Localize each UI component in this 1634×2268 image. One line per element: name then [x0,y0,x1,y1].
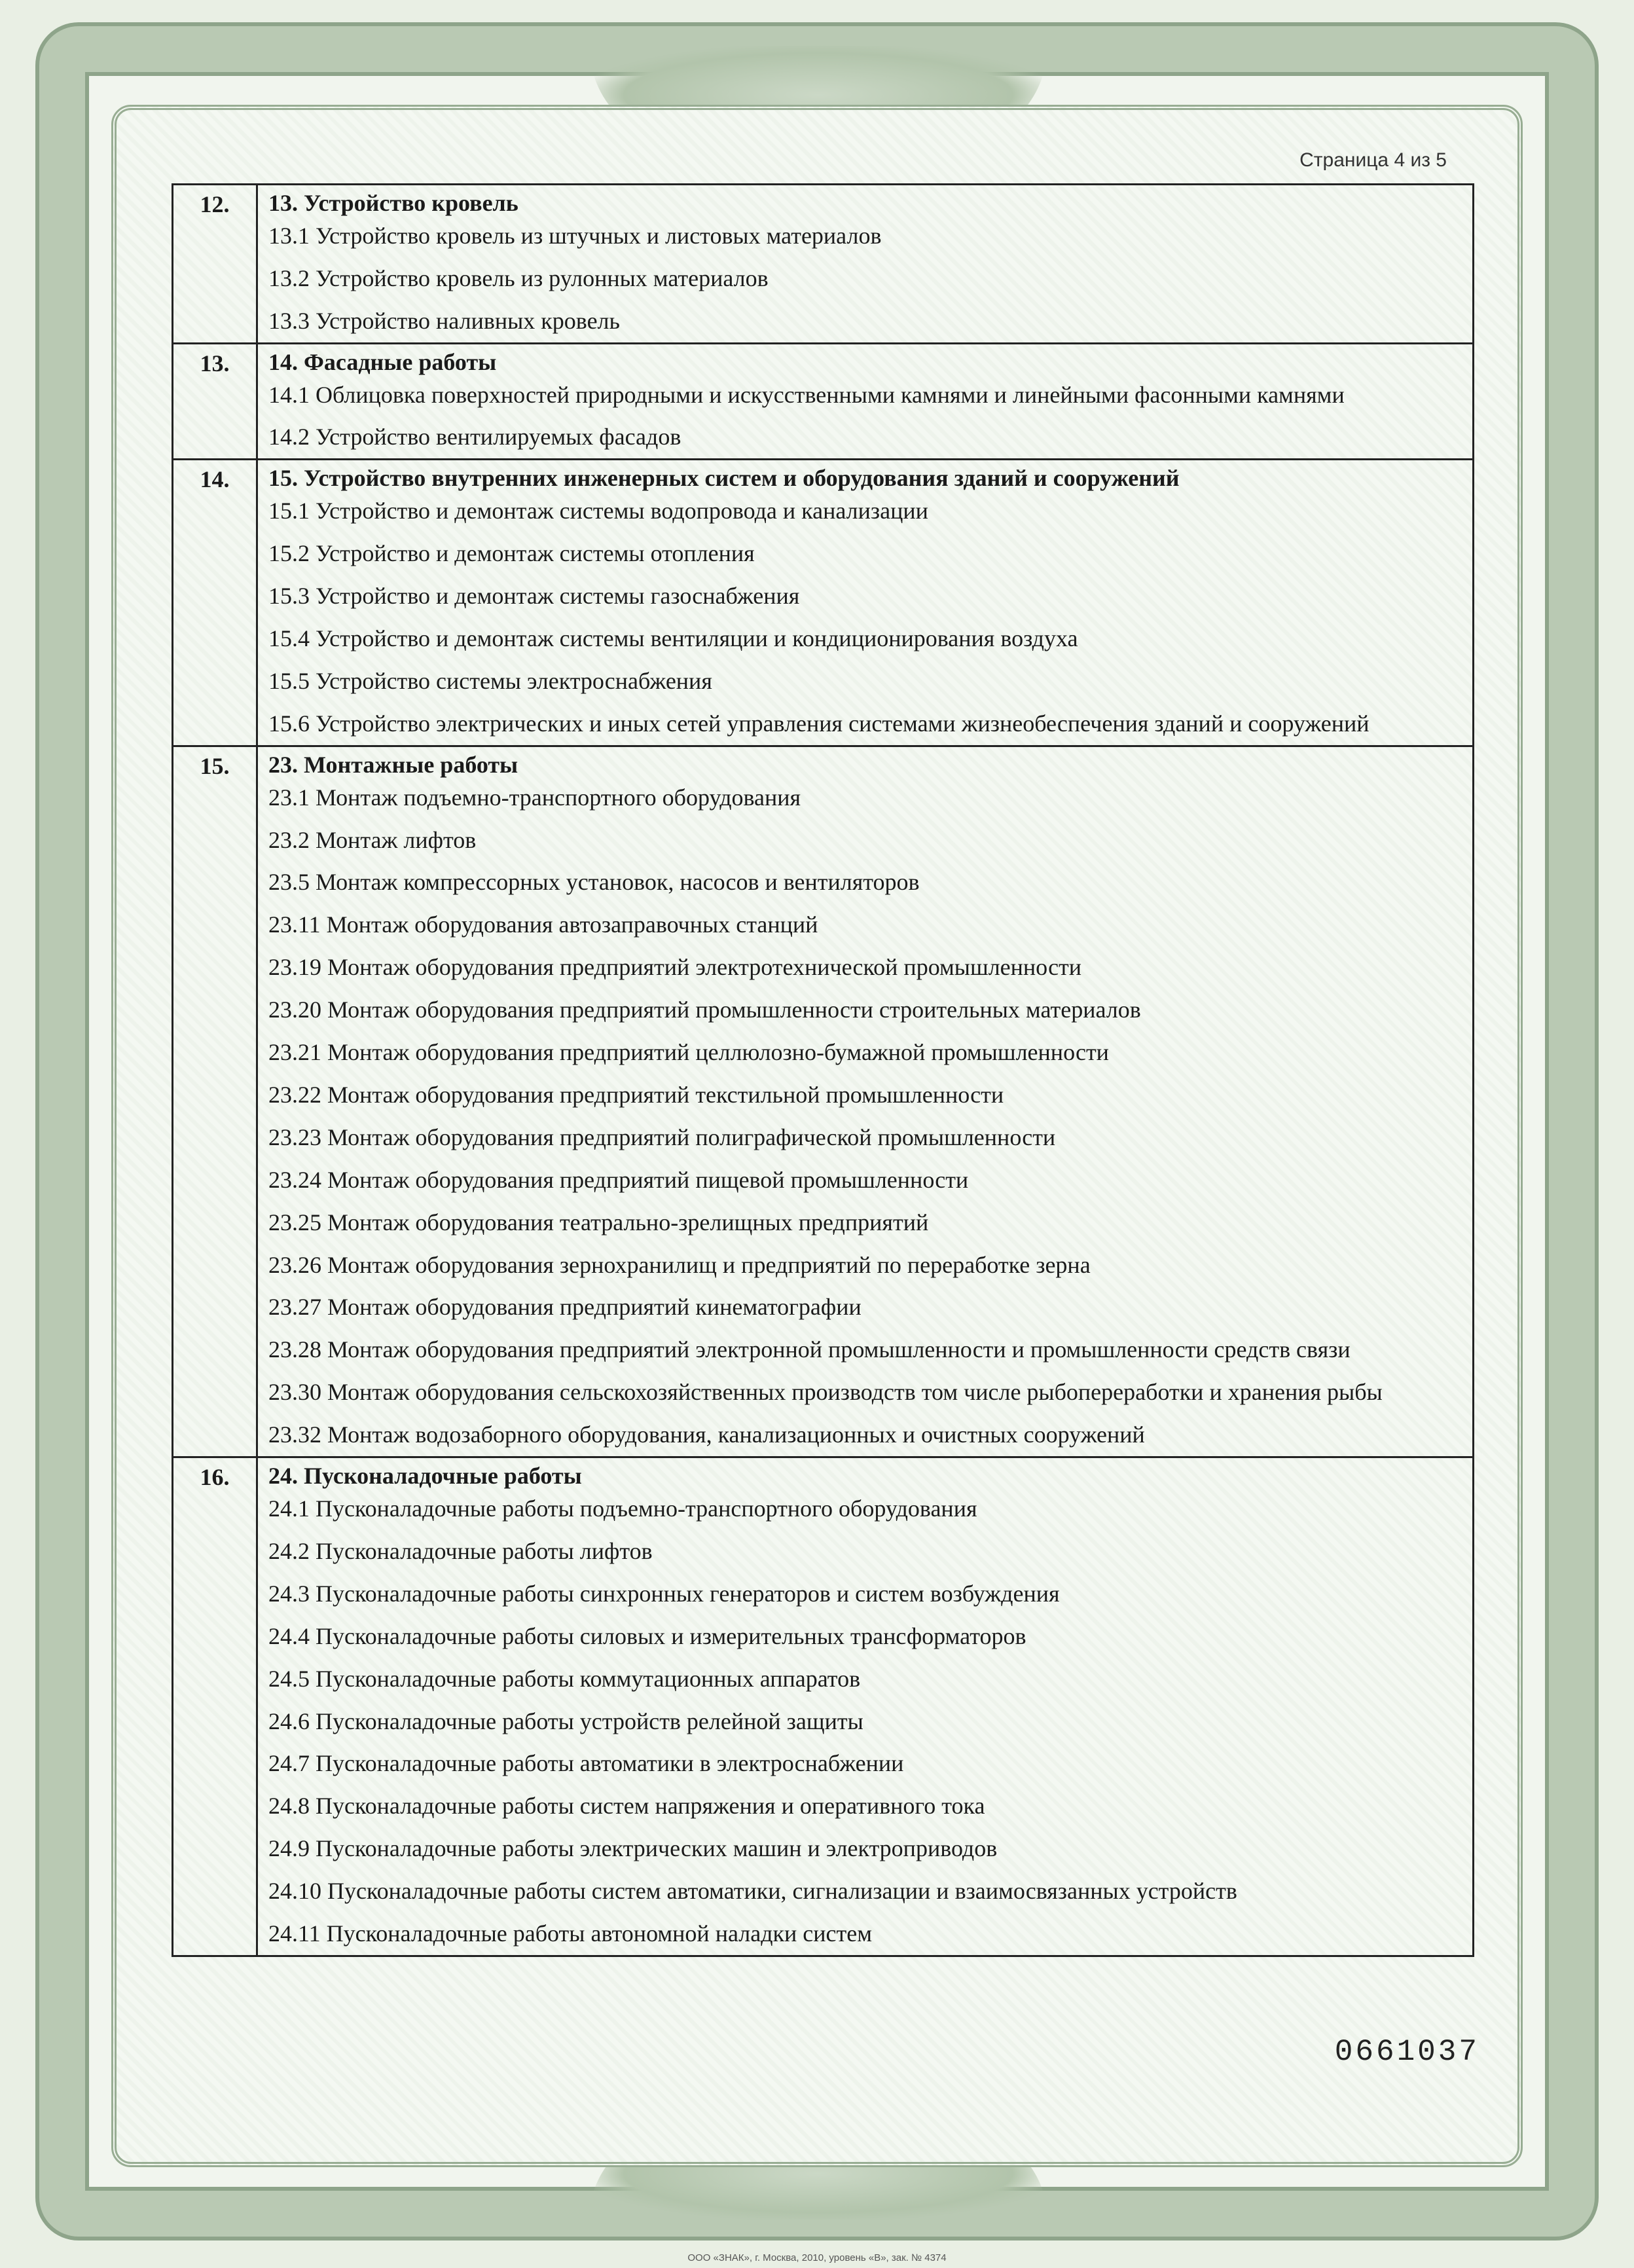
work-item: 13.1 Устройство кровель из штучных и листовых материалов [268,222,882,249]
work-item: 15.2 Устройство и демонтаж системы отопления [268,540,755,567]
section-cell [257,746,1474,1457]
table-row [173,343,1474,460]
row-number: 13. [173,343,257,460]
section-title: 14. Фасадные работы [268,348,497,375]
work-item: 23.30 Монтаж оборудования сельскохозяйственных производств том числе рыбопереработки и хранения рыбы [268,1379,1383,1406]
work-item: 14.1 Облицовка поверхностей природными и искусственными камнями и линейными фасонными камнями [268,381,1345,408]
page-indicator: Страница 4 из 5 [1299,149,1447,171]
work-item: 24.9 Пусконаладочные работы электрических машин и электроприводов [268,1835,998,1862]
row-number: 14. [173,460,257,746]
work-item: 23.27 Монтаж оборудования предприятий кинематографии [268,1294,862,1321]
row-number: 12. [173,185,257,344]
work-item: 23.23 Монтаж оборудования предприятий полиграфической промышленности [268,1124,1056,1150]
work-item: 24.10 Пусконаладочные работы систем автоматики, сигнализации и взаимосвязанных устройств [268,1878,1237,1905]
work-item: 23.25 Монтаж оборудования театрально-зрелищных предприятий [268,1209,929,1235]
work-item: 23.20 Монтаж оборудования предприятий промышленности строительных материалов [268,997,1141,1023]
work-item: 15.5 Устройство системы электроснабжения [268,667,712,694]
section-cell [257,1457,1474,1956]
work-item: 24.6 Пусконаладочные работы устройств релейной защиты [268,1708,863,1734]
work-item: 23.19 Монтаж оборудования предприятий электротехнической промышленности [268,954,1082,981]
row-number: 15. [173,746,257,1457]
section-title: 13. Устройство кровель [268,190,518,216]
section-cell [257,343,1474,460]
work-item: 23.11 Монтаж оборудования автозаправочных станций [268,911,818,938]
table-row [173,185,1474,344]
serial-number: 0661037 [1334,2035,1480,2069]
work-item: 23.1 Монтаж подъемно-транспортного оборудования [268,784,801,811]
section-title: 23. Монтажные работы [268,751,518,778]
work-item: 24.7 Пусконаладочные работы автоматики в электроснабжении [268,1750,904,1777]
work-item: 23.5 Монтаж компрессорных установок, насосов и вентиляторов [268,869,920,896]
work-item: 23.26 Монтаж оборудования зернохранилищ и предприятий по переработке зерна [268,1251,1091,1278]
table-row [173,460,1474,746]
work-item: 14.2 Устройство вентилируемых фасадов [268,424,681,450]
work-item: 24.2 Пусконаладочные работы лифтов [268,1537,653,1564]
work-item: 23.24 Монтаж оборудования предприятий пищевой промышленности [268,1166,969,1193]
section-title: 15. Устройство внутренних инженерных систем и оборудования зданий и сооружений [268,465,1180,492]
work-item: 24.3 Пусконаладочные работы синхронных генераторов и систем возбуждения [268,1580,1060,1607]
work-item: 24.5 Пусконаладочные работы коммутационных аппаратов [268,1665,861,1692]
work-item: 24.4 Пусконаладочные работы силовых и измерительных трансформаторов [268,1622,1026,1649]
works-table-body [173,185,1474,1956]
work-item: 24.11 Пусконаладочные работы автономной наладки систем [268,1920,872,1947]
section-cell [257,460,1474,746]
section-title: 24. Пусконаладочные работы [268,1463,582,1490]
printer-imprint: ООО «ЗНАК», г. Москва, 2010, уровень «В», зак. № 4374 [687,2252,947,2263]
work-item: 23.28 Монтаж оборудования предприятий электронной промышленности и промышленности средств связи [268,1336,1351,1363]
work-item: 15.1 Устройство и демонтаж системы водопровода и канализации [268,498,928,524]
work-item: 23.32 Монтаж водозаборного оборудования, канализационных и очистных сооружений [268,1421,1145,1448]
works-table [172,183,1474,1957]
table-row [173,746,1474,1457]
work-item: 15.3 Устройство и демонтаж системы газоснабжения [268,583,800,610]
work-item: 13.2 Устройство кровель из рулонных материалов [268,265,769,291]
work-item: 13.3 Устройство наливных кровель [268,307,620,334]
table-row [173,1457,1474,1956]
work-item: 23.2 Монтаж лифтов [268,826,477,853]
work-item: 15.4 Устройство и демонтаж системы вентиляции и кондиционирования воздуха [268,625,1078,651]
work-item: 23.21 Монтаж оборудования предприятий целлюлозно-бумажной промышленности [268,1039,1109,1066]
work-item: 24.1 Пусконаладочные работы подъемно-транспортного оборудования [268,1495,977,1522]
work-item: 24.8 Пусконаладочные работы систем напряжения и оперативного тока [268,1793,985,1820]
row-number: 16. [173,1457,257,1956]
section-cell [257,185,1474,344]
work-item: 23.22 Монтаж оборудования предприятий текстильной промышленности [268,1081,1004,1108]
work-item: 15.6 Устройство электрических и иных сетей управления системами жизнеобеспечения зданий и сооружений [268,710,1370,737]
